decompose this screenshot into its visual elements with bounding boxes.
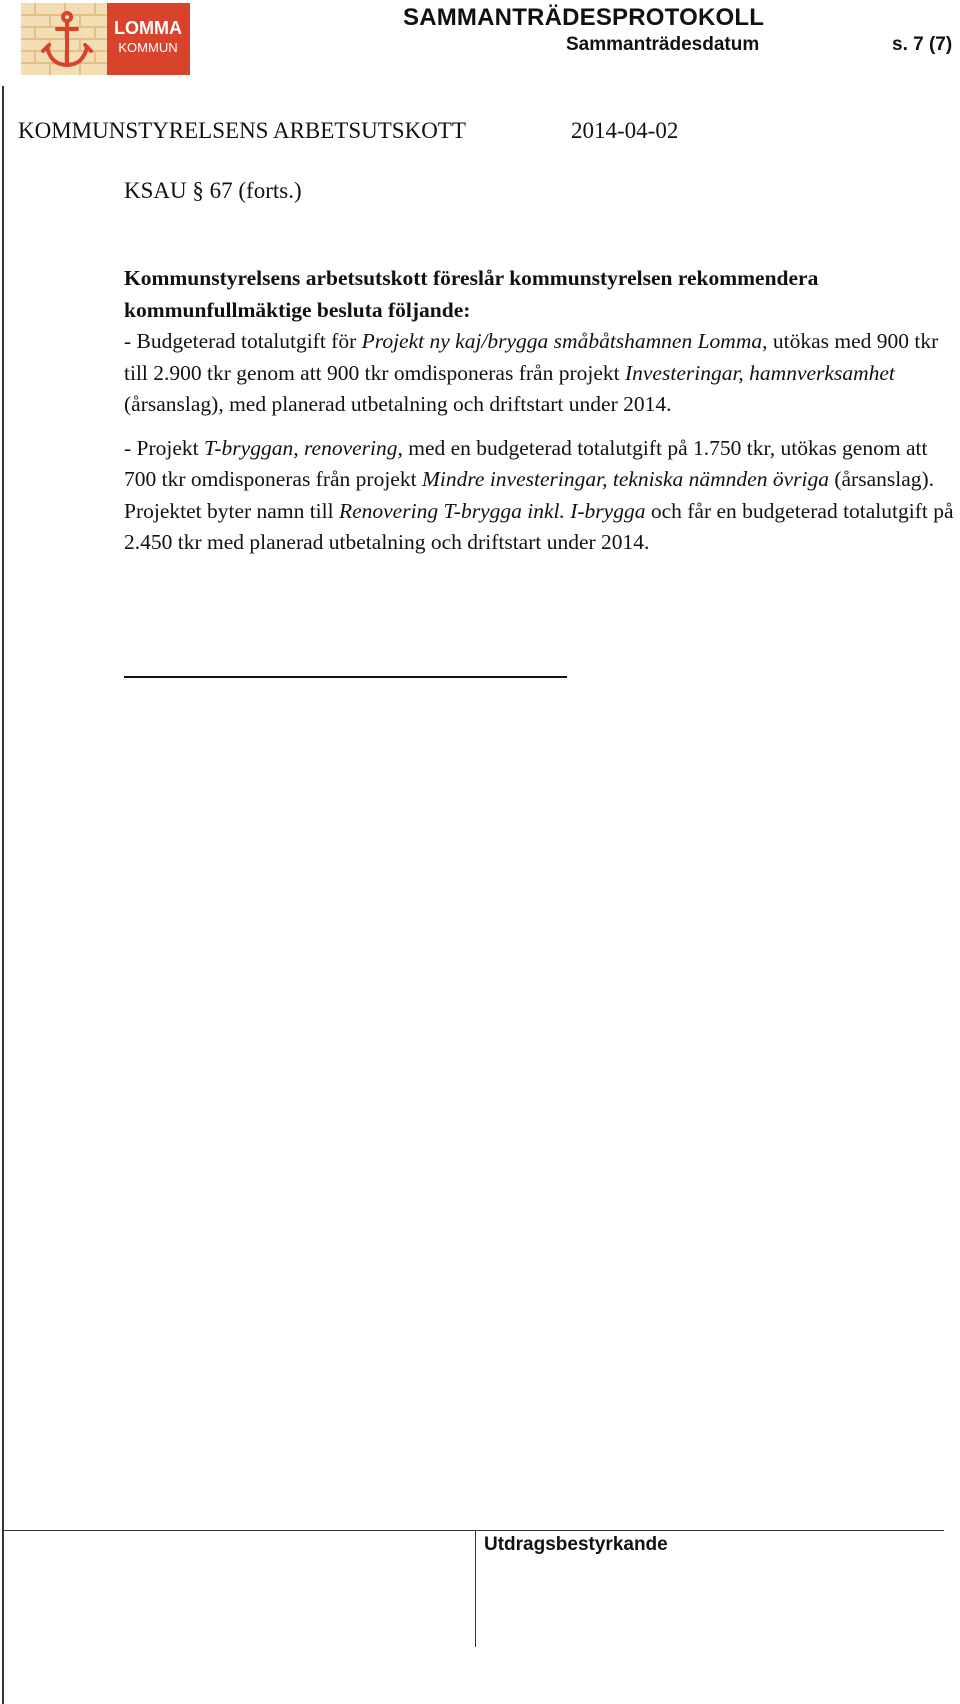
meeting-date: 2014-04-02	[571, 118, 679, 143]
item2-new-project-name: Renovering T-brygga inkl. I-brygga	[338, 498, 646, 523]
item2-text-4: och får en budgeterad totalutgift på 2.450 tkr med planerad utbetalning och driftstart under 2014.	[124, 498, 954, 554]
item2-text-1: - Projekt	[124, 435, 205, 460]
logo-text-kommun: KOMMUN	[118, 40, 178, 55]
utdragsbestyrkande-label: Utdragsbestyrkande	[484, 1534, 668, 1555]
footer-border	[2, 1530, 944, 1531]
item2-project-name: T-bryggan, renovering	[204, 435, 398, 460]
signature-separator-line	[124, 676, 567, 678]
lomma-kommun-logo	[21, 3, 190, 75]
item1-source-project: Investeringar, hamnverksamhet	[624, 360, 895, 385]
item1-text-1: - Budgeterad totalutgift för	[124, 329, 362, 353]
item2-text-3: (årsanslag). Projektet byter namn till	[124, 467, 935, 523]
page-number: s. 7 (7)	[892, 34, 953, 55]
left-border	[2, 86, 4, 1704]
proposal-heading: Kommunstyrelsens arbetsutskott föreslår kommunstyrelsen rekommendera kommunfullmäktige besluta följande:	[124, 266, 819, 322]
item1-text-3: (årsanslag), med planerad utbetalning och driftstart under 2014.	[124, 392, 672, 416]
meeting-date-label: Sammanträdesdatum	[566, 34, 760, 55]
item2-text-2: , med en budgeterad totalutgift på 1.750 tkr, utökas genom att 700 tkr omdisponeras från projekt	[124, 435, 928, 491]
item1-text-2: , utökas med 900 tkr till 2.900 tkr genom att 900 tkr omdisponeras från projekt	[124, 329, 939, 385]
item2-source-project: Mindre investeringar, tekniska nämnden övriga	[421, 467, 829, 491]
committee-name: KOMMUNSTYRELSENS ARBETSUTSKOTT	[18, 118, 466, 143]
protocol-title: SAMMANTRÄDESPROTOKOLL	[403, 4, 765, 31]
footer-divider	[475, 1530, 476, 1647]
proposal-body	[124, 263, 954, 559]
proposal-paragraph-1	[124, 263, 954, 421]
proposal-paragraph-2	[124, 433, 954, 559]
item1-project-name: Projekt ny kaj/brygga småbåtshamnen Lomma	[361, 329, 763, 353]
logo-text-lomma: LOMMA	[114, 18, 182, 38]
section-reference: KSAU § 67 (forts.)	[124, 178, 302, 203]
